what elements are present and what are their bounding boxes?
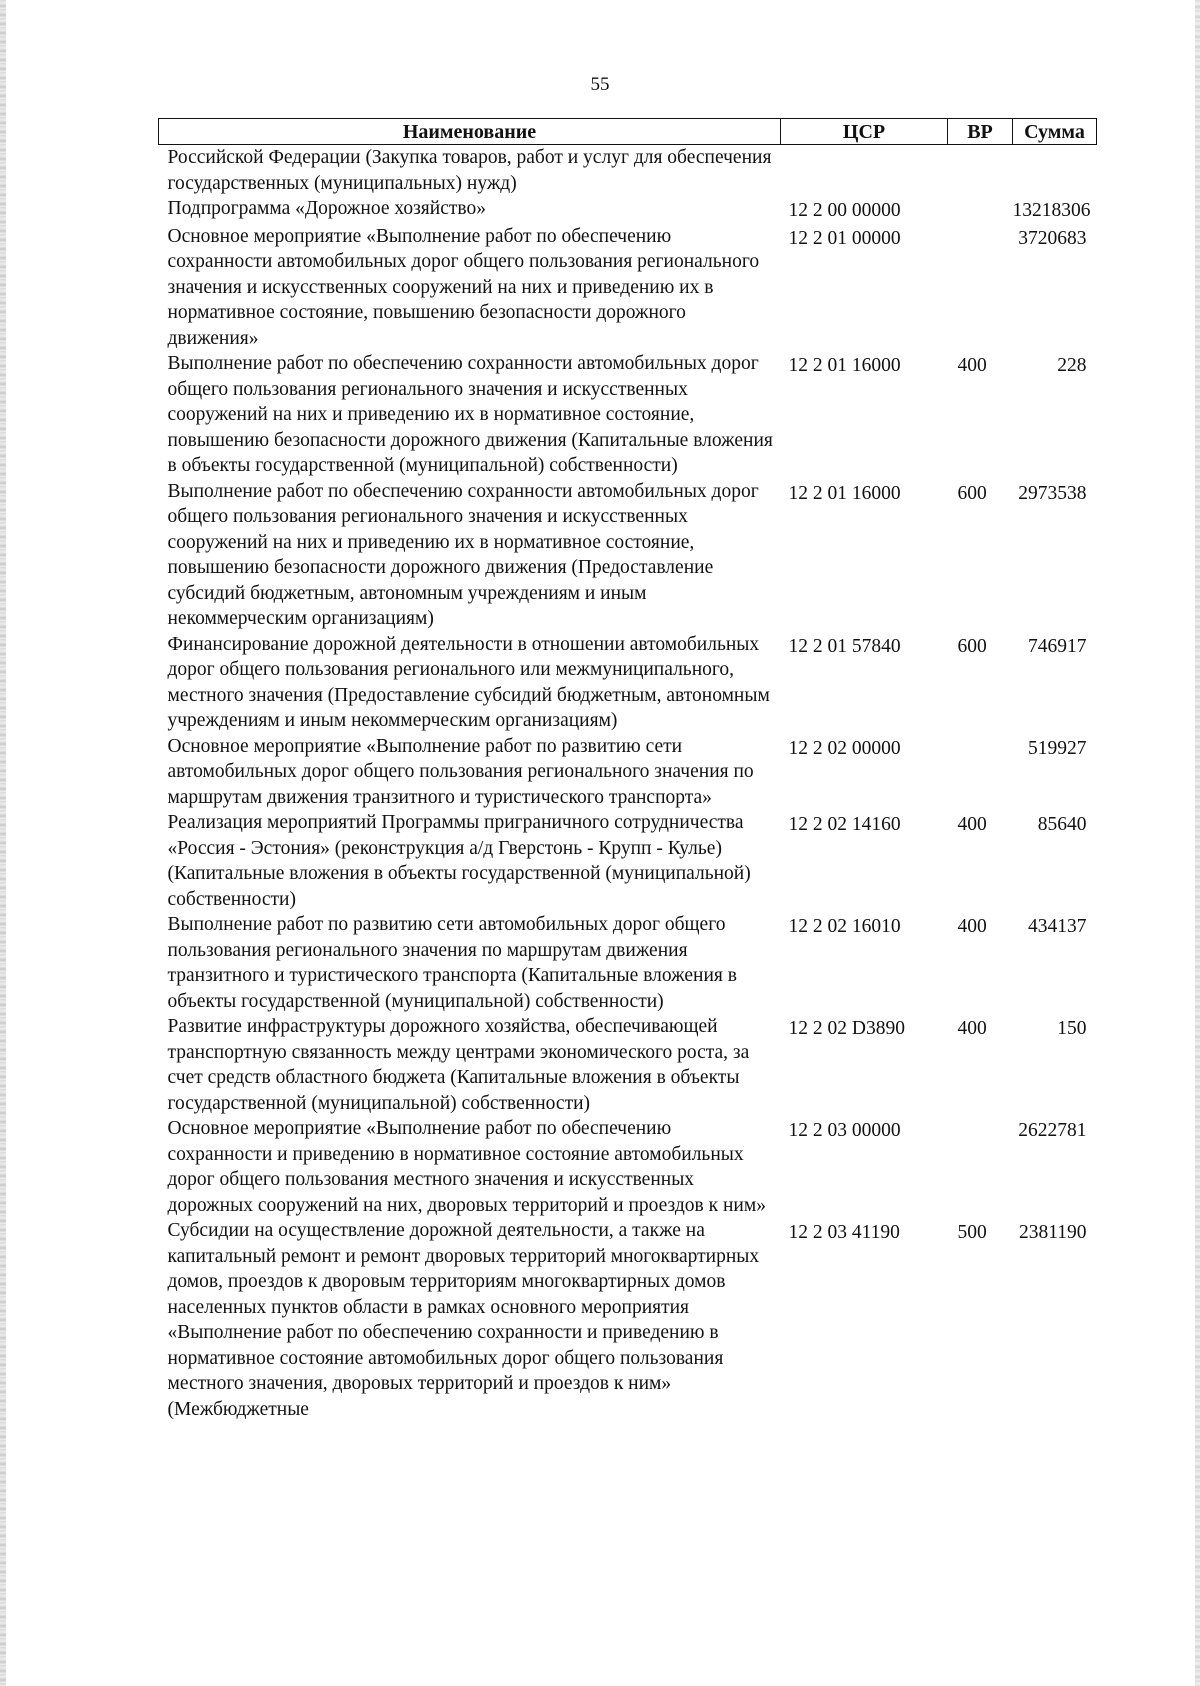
row-csr: 12 2 02 14160: [788, 814, 901, 835]
table-row: [159, 479, 1097, 632]
row-name: Субсидии на осуществление дорожной деятельности, а также на капитальный ремонт и ремонт дворовых территорий многоквартирных домов, проездов к дворовым территориям многоквартирных домов населенных пунктов области в рамках основного мероприятия «Выполнение работ по обеспечению сохранности и приведению в нормативное состояние автомобильных дорог общего пользования местного значения, дворовых территорий и проездов к ним» (Межбюджетные: [167, 1220, 760, 1420]
row-sum: 85640: [1037, 814, 1087, 835]
row-name: Реализация мероприятий Программы приграничного сотрудничества «Россия - Эстония» (реконструкция а/д Гверстонь - Крупп - Кулье) (Капитальные вложения в объекты государственной (муниципальной) собственности): [167, 812, 751, 910]
row-sum: 519927: [1028, 737, 1087, 759]
table-row: [159, 1116, 1097, 1218]
row-sum: 746917: [1028, 635, 1087, 657]
table-row: [159, 1014, 1097, 1116]
header-sum: Сумма: [1013, 119, 1097, 145]
row-name: Основное мероприятие «Выполнение работ по развитию сети автомобильных дорог общего пользования регионального значения по маршрутам движения транзитного и туристического транспорта»: [167, 735, 754, 808]
table-row: [159, 145, 1097, 197]
table-row: [159, 632, 1097, 734]
table-row: [159, 912, 1097, 1014]
row-vr: [948, 145, 1013, 197]
table-row: [159, 196, 1097, 224]
row-name: Выполнение работ по обеспечению сохранности автомобильных дорог общего пользования регионального значения и искусственных сооружений на них и приведению их в нормативное состояние, повышению безопасности дорожного движения (Предоставление субсидий бюджетным, автономным учреждениям и иным некоммерческим организациям): [167, 480, 759, 629]
row-vr: [948, 224, 1013, 352]
row-name: Основное мероприятие «Выполнение работ по обеспечению сохранности автомобильных дорог общего пользования регионального значения и искусственных сооружений на них и приведению их в нормативное состояние, повышению безопасности дорожного движения»: [167, 225, 760, 349]
row-name: Выполнение работ по развитию сети автомобильных дорог общего пользования регионального значения по маршрутам движения транзитного и туристического транспорта (Капитальные вложения в объекты государственной (муниципальной) собственности): [167, 914, 737, 1012]
row-csr: 12 2 01 57840: [788, 635, 901, 657]
row-csr: 12 2 02 16010: [788, 916, 901, 937]
row-csr: 12 2 00 00000: [788, 200, 901, 221]
table-row: [159, 1218, 1097, 1422]
row-sum: 13218306: [1012, 200, 1091, 221]
row-name: Выполнение работ по обеспечению сохранности автомобильных дорог общего пользования регионального значения и искусственных сооружений на них и приведению их в нормативное состояние, повышению безопасности дорожного движения (Капитальные вложения в объекты государственной (муниципальной) собственности): [167, 353, 773, 476]
row-vr: 600: [957, 482, 987, 504]
table-row: [159, 810, 1097, 912]
row-vr: 500: [957, 1222, 987, 1243]
row-csr: 12 2 03 41190: [788, 1222, 900, 1243]
row-vr: 400: [957, 1018, 987, 1039]
row-name: Российской Федерации (Закупка товаров, работ и услуг для обеспечения государственных (муниципальных) нужд): [167, 147, 772, 194]
row-sum: 2973538: [1018, 482, 1087, 504]
row-csr: [781, 145, 948, 197]
table-row: [159, 351, 1097, 479]
row-name: Финансирование дорожной деятельности в отношении автомобильных дорог общего пользования регионального или межмуниципального, местного значения (Предоставление субсидий бюджетным, автономным учреждениям и иным некоммерческим организациям): [167, 633, 770, 731]
row-csr: 12 2 02 00000: [788, 737, 901, 759]
row-vr: 400: [957, 355, 987, 376]
page-number: 55: [590, 74, 610, 95]
row-sum: [1013, 145, 1097, 197]
row-vr: [948, 196, 1013, 224]
table-row: [159, 224, 1097, 352]
row-vr: 400: [957, 814, 987, 835]
row-sum: 2381190: [1018, 1222, 1087, 1243]
table-header-row: [159, 119, 1097, 145]
row-csr: 12 2 02 D3890: [788, 1018, 905, 1039]
row-vr: 400: [957, 916, 987, 937]
budget-table: [158, 118, 1097, 1422]
table-row: [159, 734, 1097, 811]
row-sum: 3720683: [1018, 227, 1087, 249]
row-vr: 600: [957, 635, 987, 657]
row-name: Развитие инфраструктуры дорожного хозяйства, обеспечивающей транспортную связанность между центрами экономического роста, за счет средств областного бюджета (Капитальные вложения в объекты государственной (муниципальной) собственности): [167, 1016, 750, 1114]
row-vr: [948, 1116, 1013, 1218]
row-sum: 2622781: [1018, 1120, 1087, 1141]
row-csr: 12 2 01 16000: [788, 482, 901, 504]
row-csr: 12 2 03 00000: [788, 1120, 901, 1141]
header-vr: ВР: [948, 119, 1013, 145]
row-name: Основное мероприятие «Выполнение работ по обеспечению сохранности и приведению в нормативное состояние автомобильных дорог общего пользования местного значения и искусственных дорожных сооружений на них, дворовых территорий и проездов к ним»: [167, 1118, 766, 1216]
row-sum: 434137: [1028, 916, 1087, 937]
header-csr: ЦСР: [781, 119, 948, 145]
header-name: Наименование: [159, 119, 781, 145]
row-name: Подпрограмма «Дорожное хозяйство»: [167, 198, 486, 219]
row-csr: 12 2 01 16000: [788, 355, 901, 376]
scan-edge-left: [0, 0, 6, 1686]
scan-edge-right: [1195, 0, 1200, 1686]
row-sum: 150: [1057, 1018, 1087, 1039]
row-csr: 12 2 01 00000: [788, 227, 901, 249]
row-sum: 228: [1057, 355, 1087, 376]
row-vr: [948, 734, 1013, 811]
